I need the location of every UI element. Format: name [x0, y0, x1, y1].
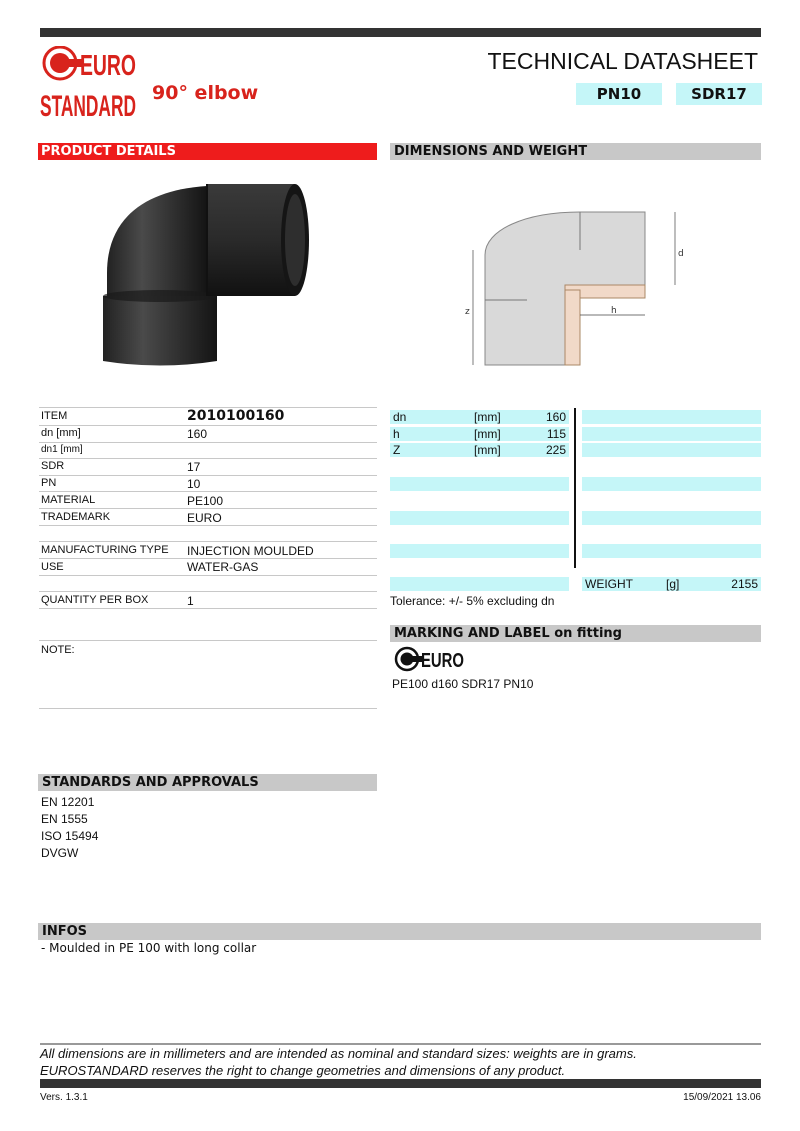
dim-row-dn: [390, 410, 569, 424]
manufacturing-type-label: MANUFACTURING TYPE: [41, 544, 169, 556]
dim-value: 115: [546, 427, 566, 441]
row-divider: [39, 541, 377, 542]
trademark-label: TRADEMARK: [41, 511, 111, 523]
row-divider: [39, 640, 377, 641]
svg-text:STANDARD: STANDARD: [40, 90, 136, 118]
standards-list: [41, 794, 98, 862]
footer-divider: [40, 1043, 761, 1045]
h-dimension-label: h: [611, 306, 617, 316]
sdr-label: SDR: [41, 460, 65, 472]
svg-text:EURO: EURO: [80, 50, 136, 82]
infos-text: - Moulded in PE 100 with long collar: [41, 941, 257, 955]
dim-value: 225: [545, 443, 566, 457]
dim-row-empty: [582, 544, 761, 558]
dim-row-empty: [582, 477, 761, 491]
dim-row-empty: [582, 427, 761, 441]
row-divider: [39, 591, 377, 592]
dim-name: Z: [393, 443, 401, 457]
dim-name: h: [393, 427, 400, 441]
dim-unit: [mm]: [474, 410, 501, 424]
bottom-bar: [40, 1079, 761, 1088]
footer-note-line2: EUROSTANDARD reserves the right to change geometries and dimensions of any product.: [40, 1063, 566, 1078]
quantity-label: QUANTITY PER BOX: [41, 594, 149, 606]
weight-value: 2155: [731, 577, 758, 591]
row-divider: [39, 575, 377, 576]
dim-value: 160: [545, 410, 566, 424]
item-value: 2010100160: [187, 408, 285, 424]
standard-item: ISO 15494: [41, 829, 99, 843]
marking-text: PE100 d160 SDR17 PN10: [392, 677, 534, 691]
use-label: USE: [41, 561, 64, 573]
column-separator: [574, 408, 576, 568]
dim-row-h: [390, 427, 569, 441]
row-divider: [39, 442, 377, 443]
dimensions-weight-header: DIMENSIONS AND WEIGHT: [390, 143, 761, 160]
trademark-value: EURO: [187, 511, 222, 525]
row-divider: [39, 558, 377, 559]
use-value: WATER-GAS: [187, 560, 259, 574]
dim-row-empty: [582, 511, 761, 525]
row-divider: [39, 458, 377, 459]
weight-row: [582, 577, 761, 591]
dim-row-empty: [582, 410, 761, 424]
row-divider: [39, 475, 377, 476]
standard-item: EN 12201: [41, 795, 95, 809]
dim-unit: [mm]: [474, 427, 501, 441]
row-divider: [39, 608, 377, 609]
pn-label: PN: [41, 477, 57, 489]
sdr-badge: SDR17: [676, 83, 762, 105]
standard-item: EN 1555: [41, 812, 88, 826]
weight-label: WEIGHT: [585, 577, 633, 591]
row-divider: [39, 491, 377, 492]
standards-header: STANDARDS AND APPROVALS: [38, 774, 377, 791]
item-label: ITEM: [41, 410, 68, 422]
quantity-value: 1: [187, 594, 194, 608]
dim-row-z: [390, 443, 569, 457]
row-divider: [39, 508, 377, 509]
row-divider: [39, 708, 377, 709]
tolerance-text: Tolerance: +/- 5% excluding dn: [390, 594, 555, 608]
product-name: 90° elbow: [152, 82, 259, 104]
row-divider: [39, 425, 377, 426]
version-text: Vers. 1.3.1: [40, 1092, 88, 1103]
dim-row-empty: [390, 477, 569, 491]
weight-unit: [g]: [666, 577, 680, 591]
eurostandard-logo: [40, 46, 136, 118]
dn-value: 160: [187, 427, 208, 441]
d-dimension-label: d: [678, 249, 684, 259]
marking-header: MARKING AND LABEL on fitting: [390, 625, 761, 642]
dim-row-empty: [390, 511, 569, 525]
dim-row-empty: [390, 577, 569, 591]
infos-header: INFOS: [38, 923, 761, 940]
dn1-label: dn1 [mm]: [41, 444, 83, 455]
z-dimension-label: z: [465, 307, 470, 317]
dn-label: dn [mm]: [41, 427, 81, 439]
pn-value: 10: [187, 477, 201, 491]
document-title: TECHNICAL DATASHEET: [487, 48, 758, 74]
sdr-value: 17: [187, 460, 201, 474]
note-label: NOTE:: [41, 644, 75, 656]
product-image: [95, 178, 315, 373]
top-bar: [40, 28, 761, 37]
pn-badge: PN10: [576, 83, 662, 105]
dim-row-empty: [582, 443, 761, 457]
dim-unit: [mm]: [474, 443, 501, 457]
standard-item: DVGW: [41, 846, 79, 860]
product-details-header: PRODUCT DETAILS: [38, 143, 377, 160]
material-label: MATERIAL: [41, 494, 96, 506]
dimension-drawing: [455, 190, 690, 370]
material-value: PE100: [187, 494, 224, 508]
marking-logo-text: EURO: [421, 650, 464, 672]
row-divider: [39, 525, 377, 526]
manufacturing-type-value: INJECTION MOULDED: [187, 544, 314, 558]
marking-logo: [394, 646, 466, 672]
date-text: 15/09/2021 13.06: [683, 1092, 761, 1103]
dim-row-empty: [390, 544, 569, 558]
dim-name: dn: [393, 410, 407, 424]
footer-note-line1: All dimensions are in millimeters and are intended as nominal and standard sizes: weights are in grams.: [40, 1046, 637, 1061]
